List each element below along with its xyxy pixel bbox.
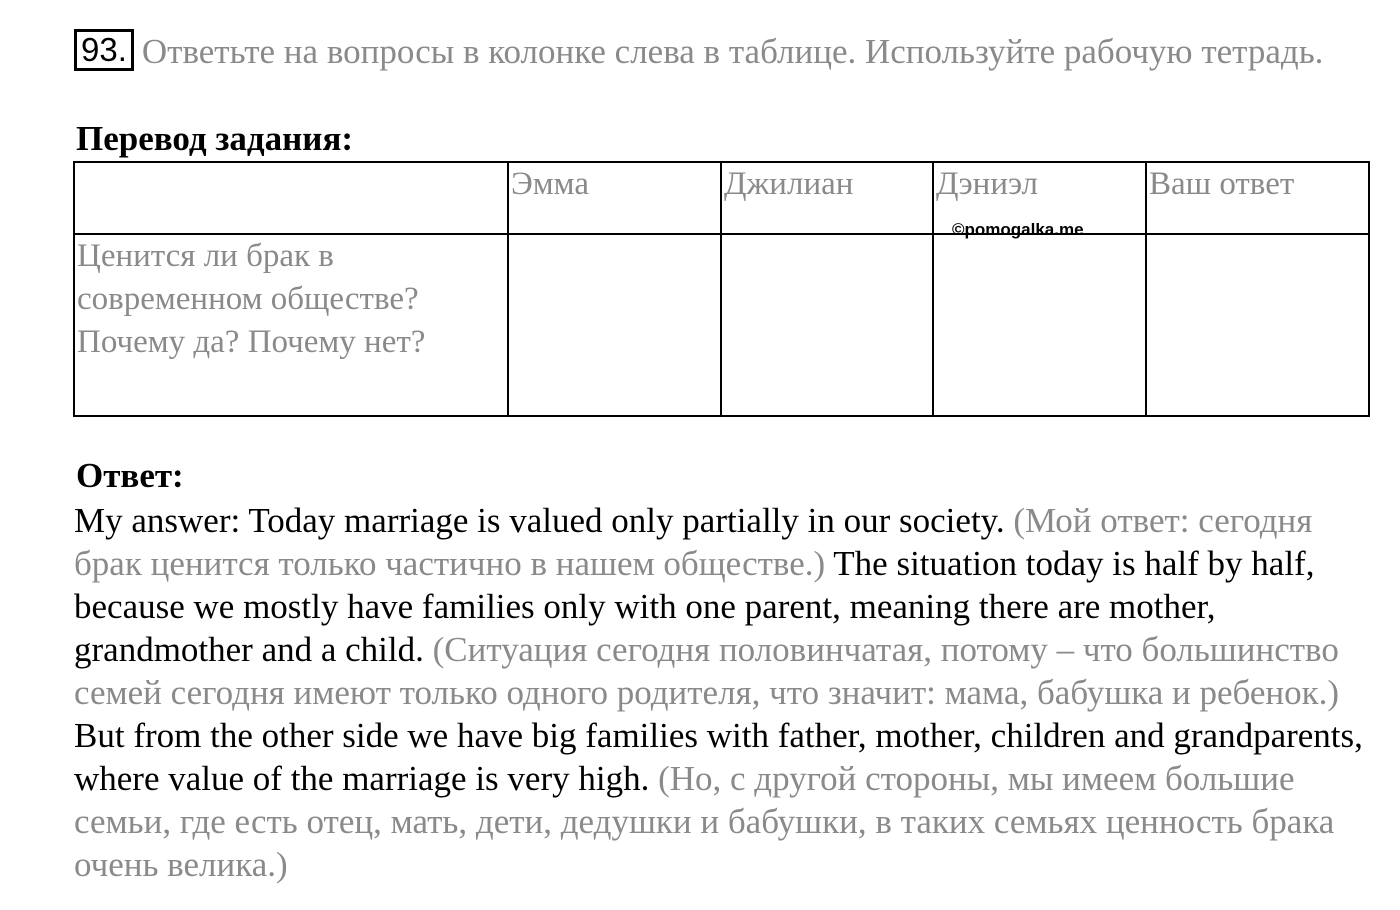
table-header-cell	[74, 162, 508, 234]
task-text: Ответьте на вопросы в колонке слева в таблице. Используйте рабочую тетрадь.	[141, 32, 1324, 71]
header-daniel: Дэниэл	[936, 166, 1039, 202]
answer-cell-emma	[508, 234, 721, 416]
answer-cell-daniel	[933, 234, 1146, 416]
header-emma: Эмма	[511, 166, 589, 202]
question-text: Ценится ли брак в современном обществе? Почему да? Почему нет?	[77, 238, 426, 360]
table-row	[74, 234, 1369, 416]
answer-cell-yours	[1146, 234, 1369, 416]
header-your-answer: Ваш ответ	[1149, 166, 1295, 202]
answer-text-ru: (Но, с другой стороны, мы имеем большие семьи, где есть отец, мать, дети, дедушки и бабушки, в таких семьях ценность брака очень велика.)	[74, 759, 1335, 884]
watermark: ©pomogalka.me	[952, 220, 1084, 239]
table-header-cell	[721, 162, 933, 234]
answer-paragraph	[74, 499, 1374, 886]
answer-heading: Ответ:	[76, 456, 184, 495]
task-statement	[74, 30, 1364, 73]
answer-text-ru: (Ситуация сегодня половинчатая, потому – что большинство семей сегодня имеют только одного родителя, что значит: мама, бабушка и ребенок.)	[74, 630, 1340, 712]
question-cell	[74, 234, 508, 416]
task-number: 93.	[74, 29, 134, 71]
answer-text-ru: (Мой ответ: сегодня брак ценится только частично в нашем обществе.)	[74, 501, 1313, 583]
table-header-row	[74, 162, 1369, 234]
translation-heading: Перевод задания:	[76, 119, 354, 158]
table-header-cell	[508, 162, 721, 234]
answer-text-en: The situation today is half by half, because we mostly have families only with one parent, meaning there are mother, grandmother and a child.	[74, 544, 1315, 669]
answer-text-en: My answer: Today marriage is valued only partially in our society.	[74, 501, 1014, 540]
header-jillian: Джилиан	[724, 166, 854, 202]
table-header-cell	[1146, 162, 1369, 234]
answer-text-en: But from the other side we have big families with father, mother, children and grandparents, where value of the marriage is very high.	[74, 716, 1363, 798]
answer-cell-jillian	[721, 234, 933, 416]
answer-table	[73, 161, 1370, 417]
